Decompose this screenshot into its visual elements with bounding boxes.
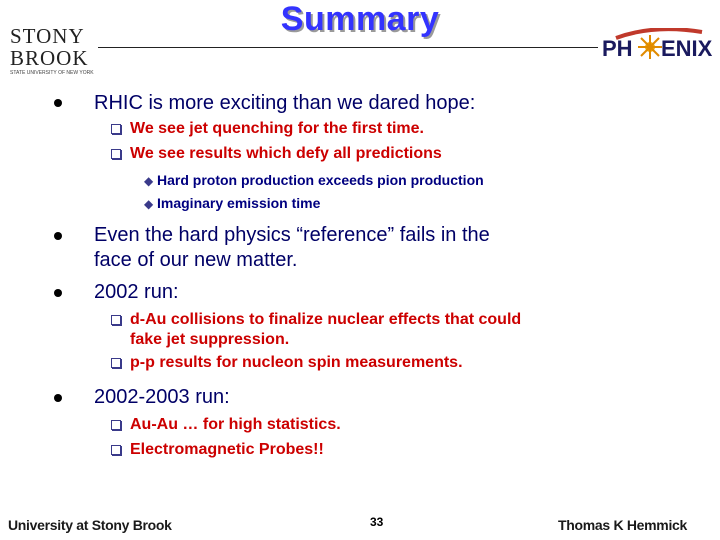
bullet-dot-icon xyxy=(54,99,62,107)
stony-brook-logo xyxy=(10,22,98,80)
bullet-text: RHIC is more exciting than we dared hope: xyxy=(94,92,476,114)
bullet-text: 2002-2003 run: xyxy=(94,386,230,408)
bullet-dot-icon xyxy=(54,232,62,240)
slide-title: Summary xyxy=(280,0,440,38)
square-bullet-icon xyxy=(111,315,121,325)
bullet-text-line1: Even the hard physics “reference” fails in the xyxy=(94,224,490,246)
sub-bullet-text: p-p results for nucleon spin measurements. xyxy=(130,354,463,371)
sub-bullet-text: We see results which defy all predictions xyxy=(130,145,442,162)
diamond-bullet-icon: ◆ xyxy=(144,197,154,211)
bullet-dot-icon xyxy=(54,289,62,297)
square-bullet-icon xyxy=(111,420,121,430)
square-bullet-icon xyxy=(111,124,121,134)
title-divider xyxy=(98,47,598,48)
square-bullet-icon xyxy=(111,358,121,368)
sub-bullet-text-line1: d-Au collisions to finalize nuclear effects that could xyxy=(130,311,522,328)
stony-brook-logo-line2: BROOK xyxy=(10,46,89,70)
phenix-logo-right: ENIX xyxy=(661,36,713,61)
diamond-bullet-icon: ◆ xyxy=(144,174,154,188)
stony-brook-logo-line1: STONY xyxy=(10,24,85,48)
phenix-star-icon xyxy=(638,34,662,60)
sub-bullet-text: We see jet quenching for the first time. xyxy=(130,120,424,137)
stony-brook-logo-subtitle: STATE UNIVERSITY OF NEW YORK xyxy=(10,70,94,76)
square-bullet-icon xyxy=(111,149,121,159)
sub-sub-bullet-text: Hard proton production exceeds pion production xyxy=(157,172,484,188)
footer-author: Thomas K Hemmick xyxy=(558,517,688,533)
sub-sub-bullet-text: Imaginary emission time xyxy=(157,195,321,211)
sub-bullet-text: Au-Au … for high statistics. xyxy=(130,416,341,433)
phenix-logo xyxy=(598,28,714,68)
bullet-text-line2: face of our new matter. xyxy=(94,249,298,271)
bullet-dot-icon xyxy=(54,394,62,402)
phenix-logo-left: PH xyxy=(602,36,633,61)
bullet-text: 2002 run: xyxy=(94,281,179,303)
square-bullet-icon xyxy=(111,445,121,455)
sub-bullet-text: Electromagnetic Probes!! xyxy=(130,441,324,458)
page-number: 33 xyxy=(370,515,384,529)
sub-bullet-text-line2: fake jet suppression. xyxy=(130,331,290,348)
footer-institution: University at Stony Brook xyxy=(8,517,172,533)
